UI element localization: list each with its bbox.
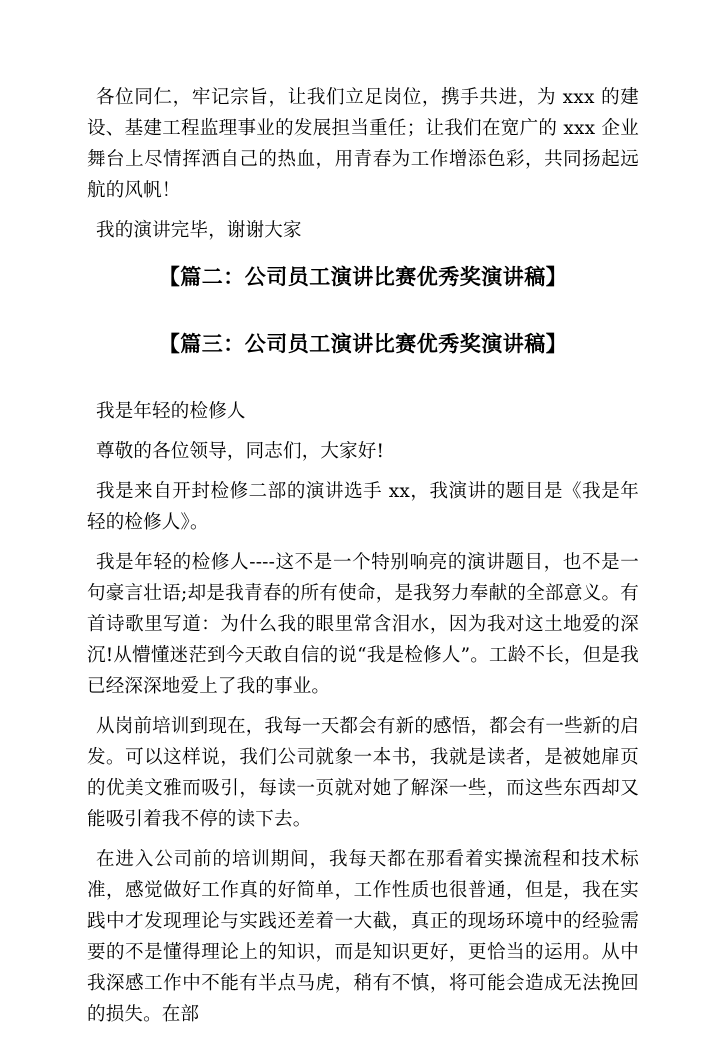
section-heading-2: 【篇二：公司员工演讲比赛优秀奖演讲稿】: [158, 264, 568, 289]
body-paragraph-3: 在进入公司前的培训期间，我每天都在那看着实操流程和技术标准，感觉做好工作真的好简单，工作性质也很普通，但是，我在实践中才发现理论与实践还差着一大截，真正的现场环境中的经验需要的不是懂得理论上的知识，而是知识更好，更恰当的运用。从中我深感工作中不能有半点马虎，稍有不慎，将可能会造成无法挽回的损失。在部: [87, 849, 639, 1025]
section-heading-3: 【篇三：公司员工演讲比赛优秀奖演讲稿】: [158, 331, 568, 356]
document-page: [87, 82, 639, 1039]
intro-paragraph-2: 我的演讲完毕，谢谢大家: [96, 220, 302, 241]
speech-title: 我是年轻的检修人: [96, 401, 246, 422]
body-paragraph-1: 我是年轻的检修人----这不是一个特别响亮的演讲题目，也不是一句豪言壮语;却是我青春的所有使命，是我努力奉献的全部意义。有首诗歌里写道：为什么我的眼里常含泪水，因为我对这土地爱的深沉!从懵懂迷茫到今天敢自信的说“我是检修人”。工龄不长，但是我已经深深地爱上了我的事业。: [87, 552, 639, 697]
introduction-paragraph: 我是来自开封检修二部的演讲选手 xx，我演讲的题目是《我是年轻的检修人》。: [87, 481, 639, 533]
greeting-paragraph: 尊敬的各位领导，同志们，大家好!: [96, 441, 385, 462]
body-paragraph-2: 从岗前培训到现在，我每一天都会有新的感悟，都会有一些新的启发。可以这样说，我们公司就象一本书，我就是读者，是被她扉页的优美文雅而吸引，每读一页就对她了解深一些，而这些东西却又能吸引着我不停的读下去。: [87, 716, 639, 830]
intro-paragraph-1: 各位同仁，牢记宗旨，让我们立足岗位，携手共进，为 xxx 的建设、基建工程监理事业的发展担当重任；让我们在宽广的 xxx 企业舞台上尽情挥洒自己的热血，用青春为工作增添色彩，共同扬起远航的风帆！: [87, 87, 639, 201]
